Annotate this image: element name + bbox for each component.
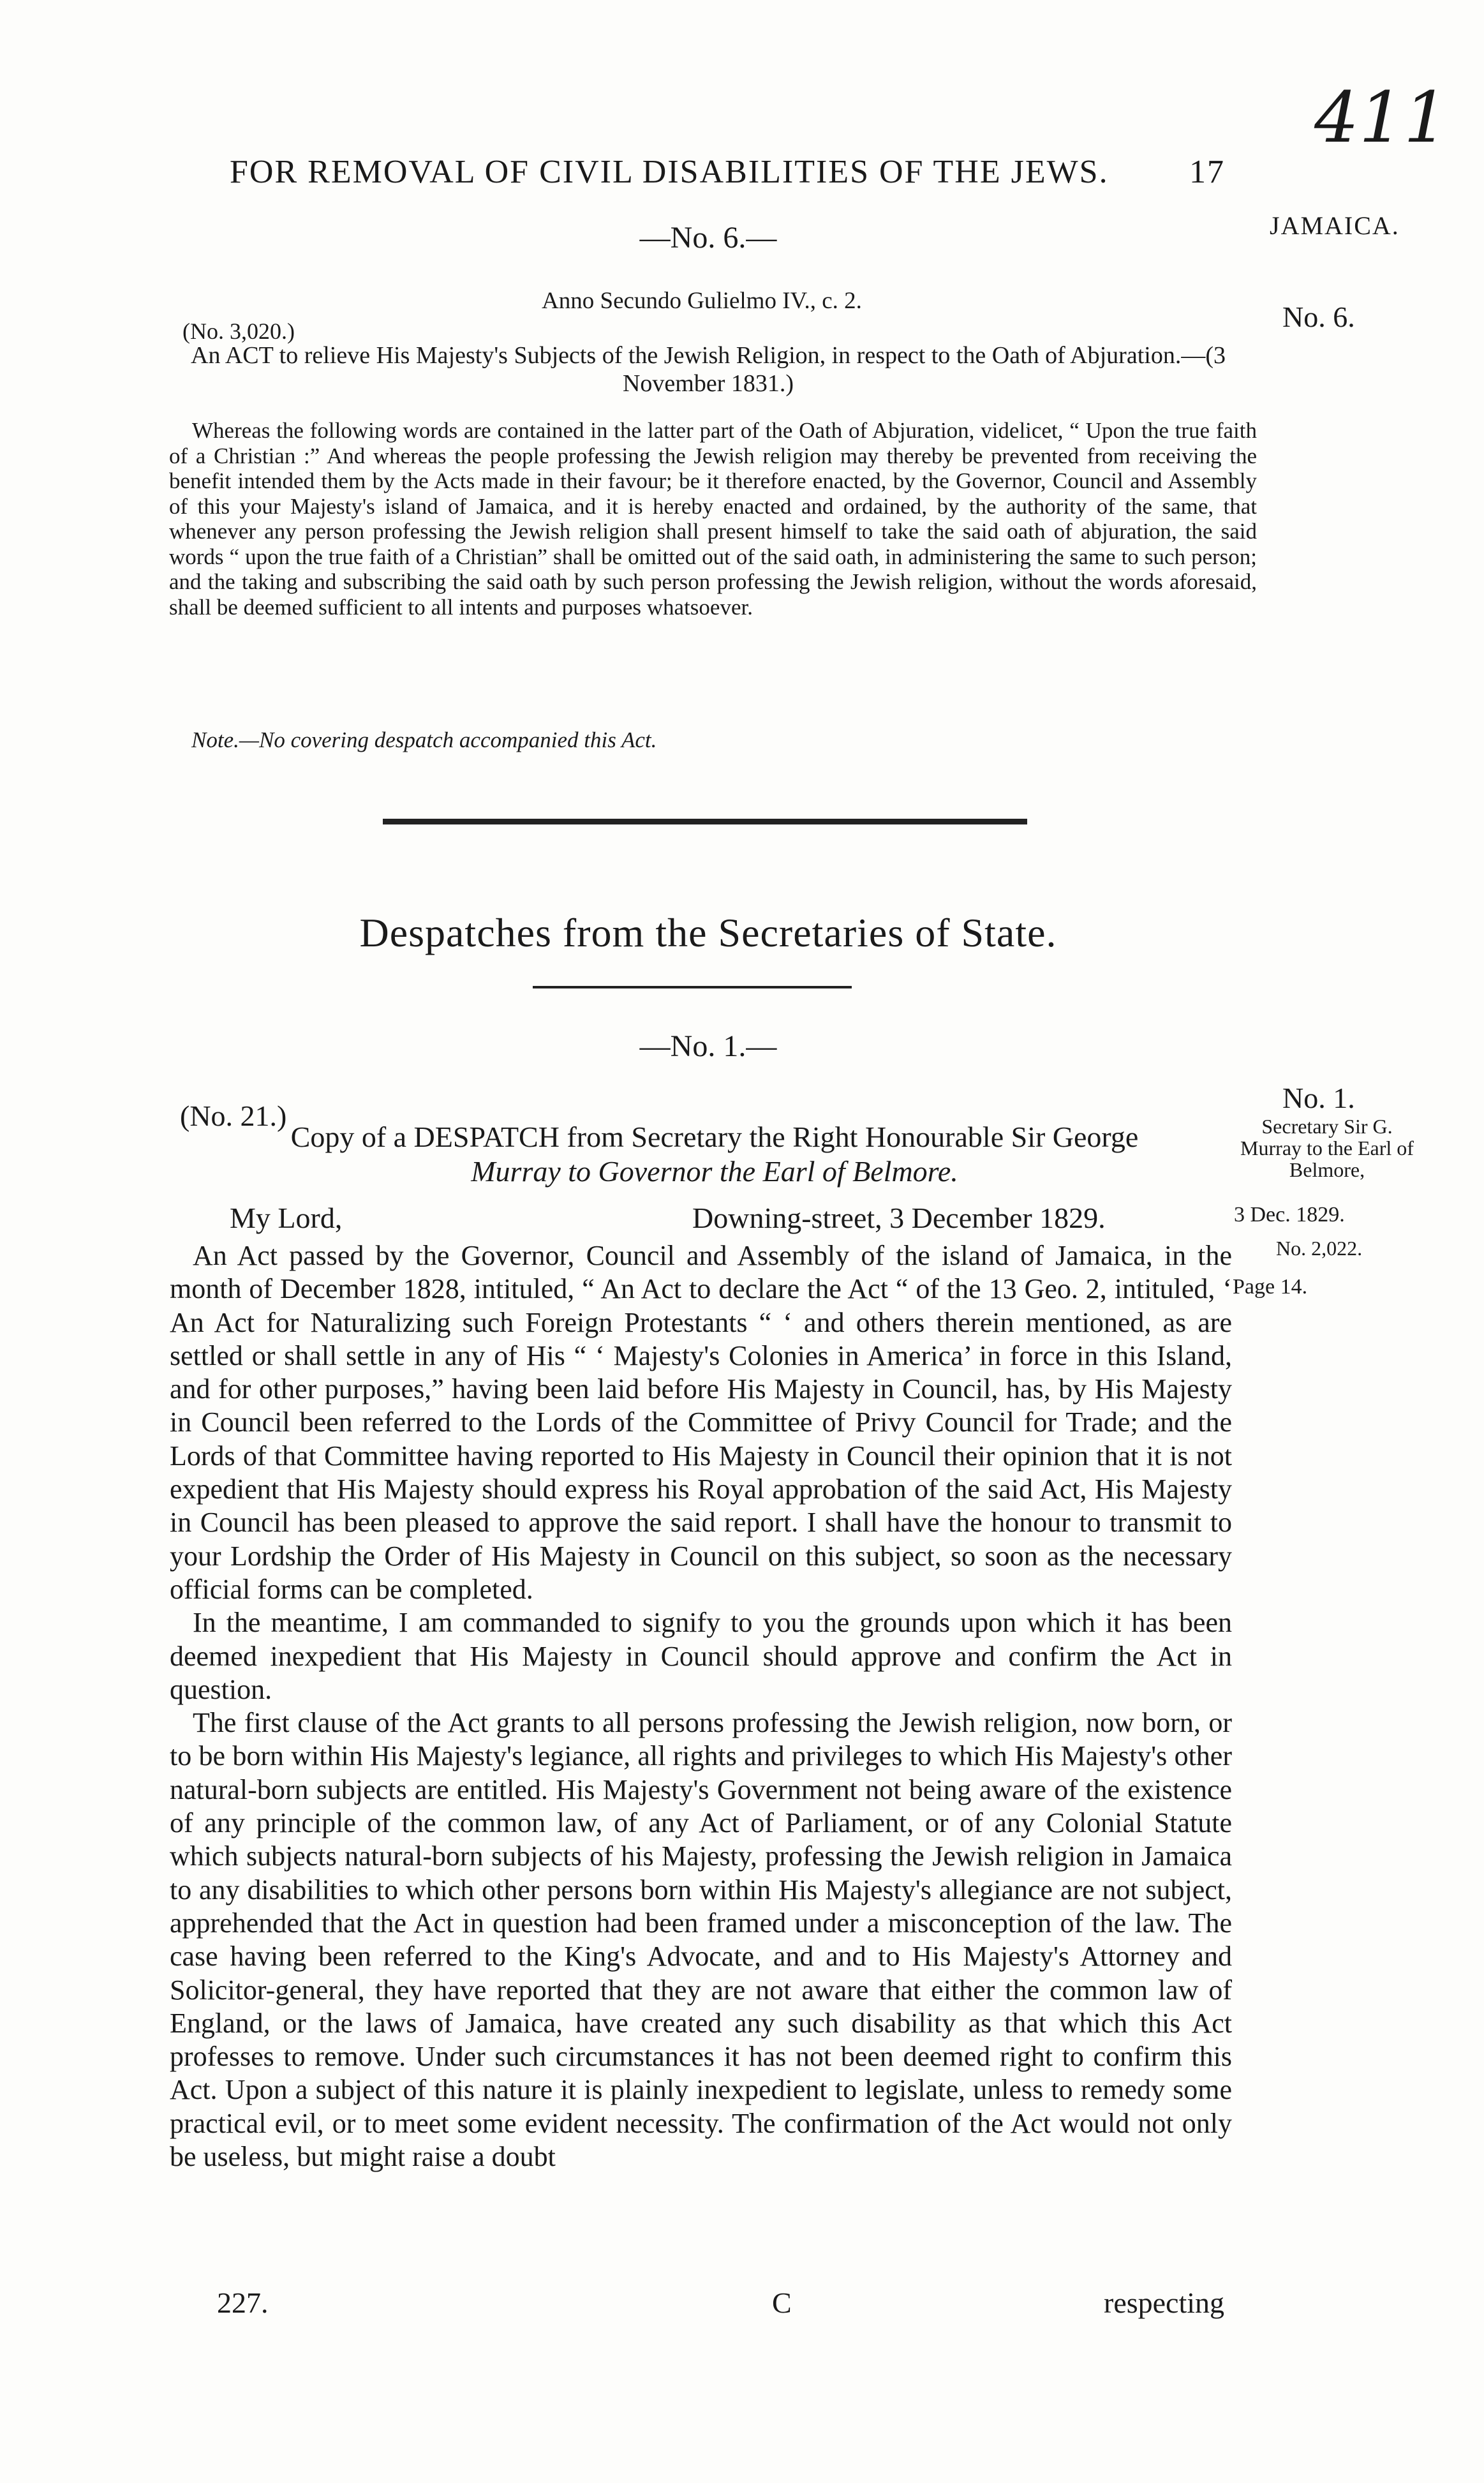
act-body-text: Whereas the following words are contained in the latter part of the Oath of Abjuration, videlicet, “ Upon the true faith of a Christian :” And whereas the people professing the Jewish religion may thereby be prevented from receiving the benefit intended them by the Acts made in their favour; be it therefore enacted, by the Governor, Council and Assembly of this your Majesty's island of Jamaica, and it is hereby enacted and ordained, by the authority of the same, that whenever any person professing the Jewish religion shall present himself to take the said oath of abjuration, the said words “ upon the true faith of a Christian” shall be omitted out of the said oath, in administering the same to such person; and the taking and subscribing the said oath by such person professing the Jewish religion, without the words aforesaid, shall be deemed sufficient to all intents and purposes whatsoever.: [169, 418, 1257, 620]
margin-page: Page 14.: [1233, 1275, 1308, 1299]
despatch-paragraph-3: The first clause of the Act grants to all persons professing the Jewish religion, now born, or to be born within His Majesty's legiance, all rights and privileges to which His Majesty's other natural-born subjects are entitled. His Majesty's Government not being aware of the existence of any principle of the common law, of any Act of Parliament, or of any Colonial Statute which subjects natural-born subjects of his Majesty, professing the Jewish religion in Jamaica to any disabilities to which other persons born within His Majesty's allegiance are not subject, apprehended that the Act in question had been framed under a misconception of the law. The case having been referred to the King's Advocate, and and to His Majesty's Attorney and Solicitor-general, they have reported that they are not aware that either the common law of England, or the laws of Jamaica, have created any such disability as that which this Act professes to remove. Under such circumstances it has not been deemed right to confirm this Act. Upon a subject of this nature it is plainly inexpedient to legislate, unless to remedy some practical evil, or to meet some evident necessity. The confirmation of the Act would not only be useless, but might raise a doubt: [170, 1707, 1232, 2173]
act-number-heading: —No. 6.—: [639, 221, 777, 255]
section-divider: [383, 819, 1027, 824]
running-title: FOR REMOVAL OF CIVIL DISABILITIES OF THE JEWS.: [230, 154, 1109, 190]
act-reference: (No. 3,020.): [182, 318, 295, 344]
margin-date: 3 Dec. 1829.: [1234, 1203, 1345, 1227]
footer-signature-letter: C: [772, 2286, 792, 2319]
act-body: [169, 418, 1257, 620]
margin-ref: No. 2,022.: [1276, 1237, 1363, 1260]
despatch-paragraph-1: An Act passed by the Governor, Council and Assembly of the island of Jamaica, in the month of December 1828, intituled, “ An Act to declare the Act “ of the 13 Geo. 2, intituled, ‘ An Act for Naturalizing such Foreign Protestants “ ‘ and others therein mentioned, as are settled or shall settle in any of His “ ‘ Majesty's Colonies in America’ in force in this Island, and for other purposes,” having been laid before His Majesty in Council, has, by His Majesty in Council been referred to the Lords of the Committee of Privy Council for Trade; and the Lords of that Committee having reported to His Majesty in Council their opinion that it is not expedient that His Majesty should express his Royal approbation of the said Act, His Majesty in Council has been pleased to approve the said report. I shall have the honour to transmit to your Lordship the Order of His Majesty in Council on this subject, so soon as the necessary official forms can be completed.: [170, 1240, 1232, 1605]
heading-rule: [533, 986, 852, 988]
act-margin-number: No. 6.: [1282, 301, 1355, 333]
despatch-title-line1: Copy of a DESPATCH from Secretary the Right Honourable Sir George: [290, 1121, 1139, 1153]
margin-number: No. 1.: [1282, 1082, 1355, 1114]
running-header: [230, 153, 1225, 191]
despatches-heading: Despatches from the Secretaries of State.: [359, 910, 1057, 955]
act-anno: Anno Secundo Gulielmo IV., c. 2.: [542, 288, 862, 314]
handwritten-folio-number: 411: [1314, 77, 1448, 158]
despatch-number-heading: —No. 1.—: [639, 1029, 777, 1063]
despatch-title-line2: Murray to Governor the Earl of Belmore.: [471, 1155, 958, 1188]
side-label-jamaica: JAMAICA.: [1270, 211, 1400, 240]
act-note: Note.—No covering despatch accompanied this Act.: [191, 727, 657, 752]
despatch-title: [217, 1120, 1212, 1189]
salutation: My Lord,: [230, 1202, 343, 1234]
despatch-body: [170, 1239, 1232, 2174]
despatch-paragraph-2: In the meantime, I am commanded to signify to you the grounds upon which it has been deemed inexpedient that His Majesty in Council should approve and confirm the Act in question.: [170, 1607, 1232, 1705]
page-number: 17: [1189, 154, 1225, 190]
dateline: Downing-street, 3 December 1829.: [692, 1202, 1106, 1234]
despatch-reference: (No. 21.): [180, 1100, 287, 1132]
margin-sender: Secretary Sir G. Murray to the Earl of Belmore,: [1240, 1115, 1414, 1181]
footer-catchword: respecting: [1104, 2286, 1225, 2319]
act-title: An ACT to relieve His Majesty's Subjects of the Jewish Religion, in respect to the Oath of Abjuration.—(3 November 1831.): [191, 342, 1226, 397]
footer-signature-number: 227.: [217, 2286, 269, 2319]
